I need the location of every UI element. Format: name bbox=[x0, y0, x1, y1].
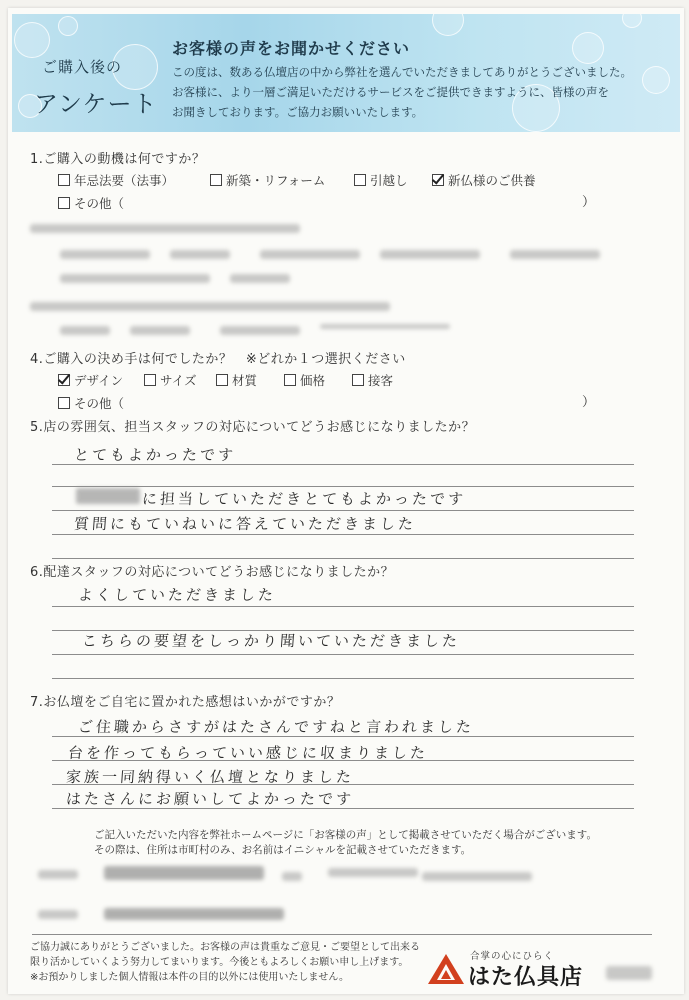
handwritten-answer: こちらの要望をしっかり聞いていただきました bbox=[81, 632, 461, 650]
q4-option-size[interactable] bbox=[144, 371, 197, 389]
question-1: 1.ご購入の動機は何ですか？ bbox=[30, 152, 206, 167]
close-paren: ） bbox=[582, 195, 596, 210]
decorative-bubble bbox=[572, 32, 604, 64]
checkbox[interactable] bbox=[210, 174, 222, 186]
handwritten-answer: 家族一同納得いく仏壇となりました bbox=[65, 768, 355, 786]
logo-triangle-icon bbox=[426, 952, 466, 986]
option-label: 新築・リフォーム bbox=[226, 173, 326, 188]
checkbox[interactable] bbox=[58, 397, 70, 409]
q4-option-design[interactable] bbox=[58, 371, 123, 389]
option-label: デザイン bbox=[74, 373, 124, 388]
question-7: 7.お仏壇をご自宅に置かれた感想はいかがですか？ bbox=[30, 695, 341, 710]
q4-option-service[interactable] bbox=[352, 371, 393, 389]
handwritten-answer: ご住職からさすがはたさんですねと言われました bbox=[77, 718, 475, 736]
handwritten-answer: 台を作ってもらっていい感じに収まりました bbox=[67, 744, 429, 762]
header-heading: お客様の声をお聞かせください bbox=[172, 39, 411, 58]
checkbox[interactable] bbox=[352, 374, 364, 386]
q1-option-new-buddha[interactable] bbox=[432, 171, 536, 189]
handwritten-answer: はたさんにお願いしてよかったです bbox=[65, 790, 355, 808]
question-5: 5.店の雰囲気、担当スタッフの対応についてどうお感じになりましたか？ bbox=[30, 420, 476, 435]
question-6: 6.配達スタッフの対応についてどうお感じになりましたか？ bbox=[30, 565, 395, 580]
q4-option-price[interactable] bbox=[284, 371, 325, 389]
logo-company-name: はた仏具店 bbox=[468, 965, 584, 990]
intro-line: お客様に、より一層ご満足いただけるサービスをご提供できますように、皆様の声を bbox=[172, 85, 609, 99]
option-label: 年忌法要（法事） bbox=[74, 173, 175, 188]
footer-thanks: ご協力誠にありがとうございました。お客様の声は貴重なご意見・ご要望として出来る bbox=[30, 942, 420, 953]
intro-line: この度は、数ある仏壇店の中から弊社を選んでいただきましてありがとうございました。 bbox=[172, 65, 632, 79]
option-label: 接客 bbox=[368, 373, 394, 388]
footer-thanks: 限り活かしていくよう努力してまいります。今後ともよろしくお願い申し上げます。 bbox=[30, 957, 409, 968]
q1-option-moving[interactable] bbox=[354, 171, 408, 189]
close-paren: ） bbox=[582, 395, 596, 410]
decorative-bubble bbox=[14, 22, 50, 58]
blurred-questions-2-3 bbox=[30, 220, 630, 340]
answer-line bbox=[52, 678, 634, 679]
handwritten-answer: 質問にもていねいに答えていただきました bbox=[73, 515, 417, 533]
publication-notice: ご記入いただいた内容を弊社ホームページに「お客様の声」として掲載させていただく場合がございます。 bbox=[94, 829, 597, 841]
header-big-title: アンケート bbox=[34, 90, 158, 118]
option-label: 材質 bbox=[232, 373, 258, 388]
divider bbox=[32, 934, 652, 935]
q1-option-memorial[interactable] bbox=[58, 171, 174, 189]
checkbox[interactable] bbox=[354, 174, 366, 186]
question-4: 4.ご購入の決め手は何でしたか？ ※どれか１つ選択ください bbox=[30, 352, 406, 367]
company-logo bbox=[426, 948, 606, 988]
redacted-personal-info bbox=[32, 860, 652, 938]
checkbox[interactable] bbox=[216, 374, 228, 386]
checkbox-checked[interactable] bbox=[432, 174, 444, 186]
decorative-bubble bbox=[58, 16, 78, 36]
redacted-stamp bbox=[606, 958, 656, 986]
option-label: 新仏様のご供養 bbox=[448, 173, 536, 188]
answer-line bbox=[52, 534, 634, 535]
handwritten-answer: に担当していただきとてもよかったです bbox=[141, 490, 467, 508]
checkbox[interactable] bbox=[58, 197, 70, 209]
q4-option-other[interactable] bbox=[58, 394, 124, 412]
survey-sheet bbox=[8, 8, 684, 994]
answer-line bbox=[52, 606, 634, 607]
publication-notice: その際は、住所は市町村のみ、お名前はイニシャルを記載させていただきます。 bbox=[94, 844, 472, 856]
handwritten-answer: よくしていただきました bbox=[77, 586, 277, 604]
checkbox-checked[interactable] bbox=[58, 374, 70, 386]
option-label: その他（ bbox=[74, 396, 125, 411]
q1-option-other[interactable] bbox=[58, 194, 124, 212]
option-label: その他（ bbox=[74, 196, 125, 211]
answer-line bbox=[52, 558, 634, 559]
answer-line bbox=[52, 510, 634, 511]
logo-tagline: 合掌の心にひらく bbox=[470, 951, 555, 962]
answer-line bbox=[52, 654, 634, 655]
decorative-bubble bbox=[432, 14, 464, 36]
q4-option-material[interactable] bbox=[216, 371, 257, 389]
q1-option-renovation[interactable] bbox=[210, 171, 325, 189]
answer-line bbox=[52, 486, 634, 487]
handwritten-answer: とてもよかったです bbox=[73, 446, 237, 464]
header-intro-text bbox=[172, 62, 672, 122]
decorative-bubble bbox=[622, 14, 642, 28]
checkbox[interactable] bbox=[58, 174, 70, 186]
footer-privacy: ※お預かりしました個人情報は本件の目的以外には使用いたしません。 bbox=[30, 972, 349, 983]
option-label: 価格 bbox=[300, 373, 326, 388]
redacted-staff-name bbox=[76, 488, 140, 504]
header-small-title: ご購入後の bbox=[42, 58, 123, 76]
option-label: 引越し bbox=[370, 173, 408, 188]
intro-line: お聞きしております。ご協力お願いいたします。 bbox=[172, 105, 424, 119]
checkbox[interactable] bbox=[144, 374, 156, 386]
option-label: サイズ bbox=[160, 373, 197, 388]
checkbox[interactable] bbox=[284, 374, 296, 386]
survey-header bbox=[12, 14, 680, 132]
